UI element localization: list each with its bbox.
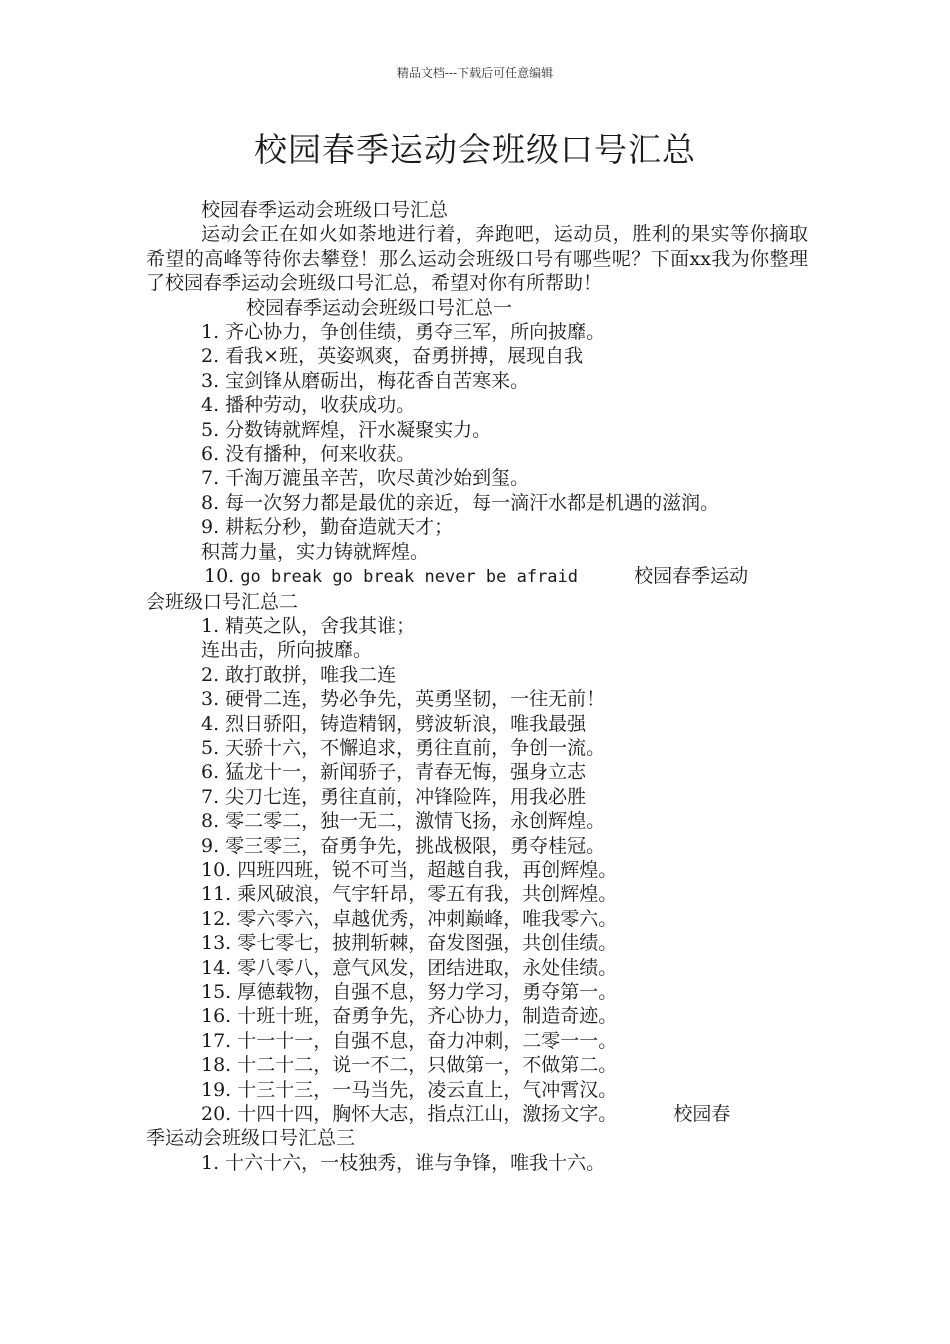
document-body <box>146 198 808 1175</box>
list-item: 7. 尖刀七连，勇往直前，冲锋险阵，用我必胜 <box>201 785 587 808</box>
document-title: 校园春季运动会班级口号汇总 <box>254 130 696 169</box>
list-item: 17. 十一十一，自强不息，奋力冲刺，二零一一。 <box>201 1029 618 1052</box>
list-item: 18. 十二十二，说一不二，只做第一，不做第二。 <box>201 1054 618 1077</box>
list-item: 8. 零二零二，独一无二，激情飞扬，永创辉煌。 <box>201 810 606 833</box>
list-item: 13. 零七零七，披荆斩棘，奋发图强，共创佳绩。 <box>201 932 618 955</box>
list-item: 1. 精英之队，舍我其谁； <box>201 614 416 637</box>
list-item: 16. 十班十班，奋勇争先，齐心协力，制造奇迹。 <box>201 1005 618 1028</box>
intro-subtitle: 校园春季运动会班级口号汇总 <box>201 199 449 221</box>
intro-paragraph: 运动会正在如火如荼地进行着，奔跑吧，运动员，胜利的果实等你摘取希望的高峰等待你去攀登！那么运动会班级口号有哪些呢？下面xx我为你整理了校园春季运动会班级口号汇总，希望对你有所帮助！ <box>146 223 808 295</box>
section3-heading-end: 季运动会班级口号汇总三 <box>146 1127 356 1150</box>
item-number: 10. <box>204 565 235 588</box>
list-item: 2. 敢打敢拼，唯我二连 <box>201 663 397 686</box>
section3-heading-start: 校园春 <box>673 1103 731 1126</box>
list-item: 4. 烈日骄阳，铸造精钢，劈波斩浪，唯我最强 <box>201 712 587 735</box>
list-item: 15. 厚德载物，自强不息，努力学习，勇夺第一。 <box>201 981 618 1003</box>
list-item: 10. 四班四班，锐不可当，超越自我，再创辉煌。 <box>201 858 618 881</box>
list-item: 1. 齐心协力，争创佳绩，勇夺三军，所向披靡。 <box>201 321 606 344</box>
list-item: 4. 播种劳动，收获成功。 <box>201 394 416 417</box>
list-item: 7. 千淘万漉虽辛苦，吹尽黄沙始到玺。 <box>201 467 530 490</box>
list-item: 12. 零六零六，卓越优秀，冲刺巅峰，唯我零六。 <box>201 907 618 930</box>
list-item: 3. 硬骨二连，势必争先，英勇坚韧，一往无前！ <box>201 688 606 711</box>
item-text: 20. 十四十四，胸怀大志，指点江山，激扬文字。 <box>201 1103 618 1126</box>
list-item: 5. 分数铸就辉煌，汗水凝聚实力。 <box>201 418 492 441</box>
list-item: 5. 天骄十六，不懈追求，勇往直前，争创一流。 <box>201 736 606 759</box>
section1-list <box>146 320 808 614</box>
section2-heading-start: 校园春季运动 <box>634 565 749 588</box>
list-item: 8. 每一次努力都是最优的亲近，每一滴汗水都是机遇的滋润。 <box>201 491 720 514</box>
page-header: 精品文档---下载后可任意编辑 <box>396 66 554 80</box>
list-item: 积蒿力量，实力铸就辉煌。 <box>201 540 430 563</box>
section1-heading: 校园春季运动会班级口号汇总一 <box>246 296 513 319</box>
section2-list <box>146 614 808 1151</box>
list-item: 6. 没有播种，何来收获。 <box>201 443 416 466</box>
list-item: 6. 猛龙十一，新闻骄子，青春无悔，强身立志 <box>201 761 587 784</box>
list-item: 2. 看我×班，英姿飒爽，奋勇拼搏，展现自我 <box>201 345 584 368</box>
list-item: 1. 十六十六，一枝独秀，谁与争锋，唯我十六。 <box>201 1151 606 1174</box>
section3-list <box>146 1151 808 1175</box>
list-item: 9. 零三零三，奋勇争先，挑战极限，勇夺桂冠。 <box>201 834 606 857</box>
list-item: 9. 耕耘分秒，勤奋造就天才； <box>201 516 454 539</box>
section2-heading-end: 会班级口号汇总二 <box>146 590 299 613</box>
list-item: 11. 乘风破浪，气宇轩昂，零五有我，共创辉煌。 <box>201 883 618 906</box>
list-item: 3. 宝剑锋从磨砺出，梅花香自苦寒来。 <box>201 369 530 392</box>
list-item: 连出击，所向披靡。 <box>201 639 373 662</box>
list-item: 14. 零八零八，意气风发，团结进取，永处佳绩。 <box>201 956 618 979</box>
list-item <box>146 564 808 589</box>
item-text: go break go break never be afraid <box>240 567 579 588</box>
list-item <box>146 1102 808 1126</box>
list-item: 19. 十三十三，一马当先，凌云直上，气冲霄汉。 <box>201 1078 618 1101</box>
